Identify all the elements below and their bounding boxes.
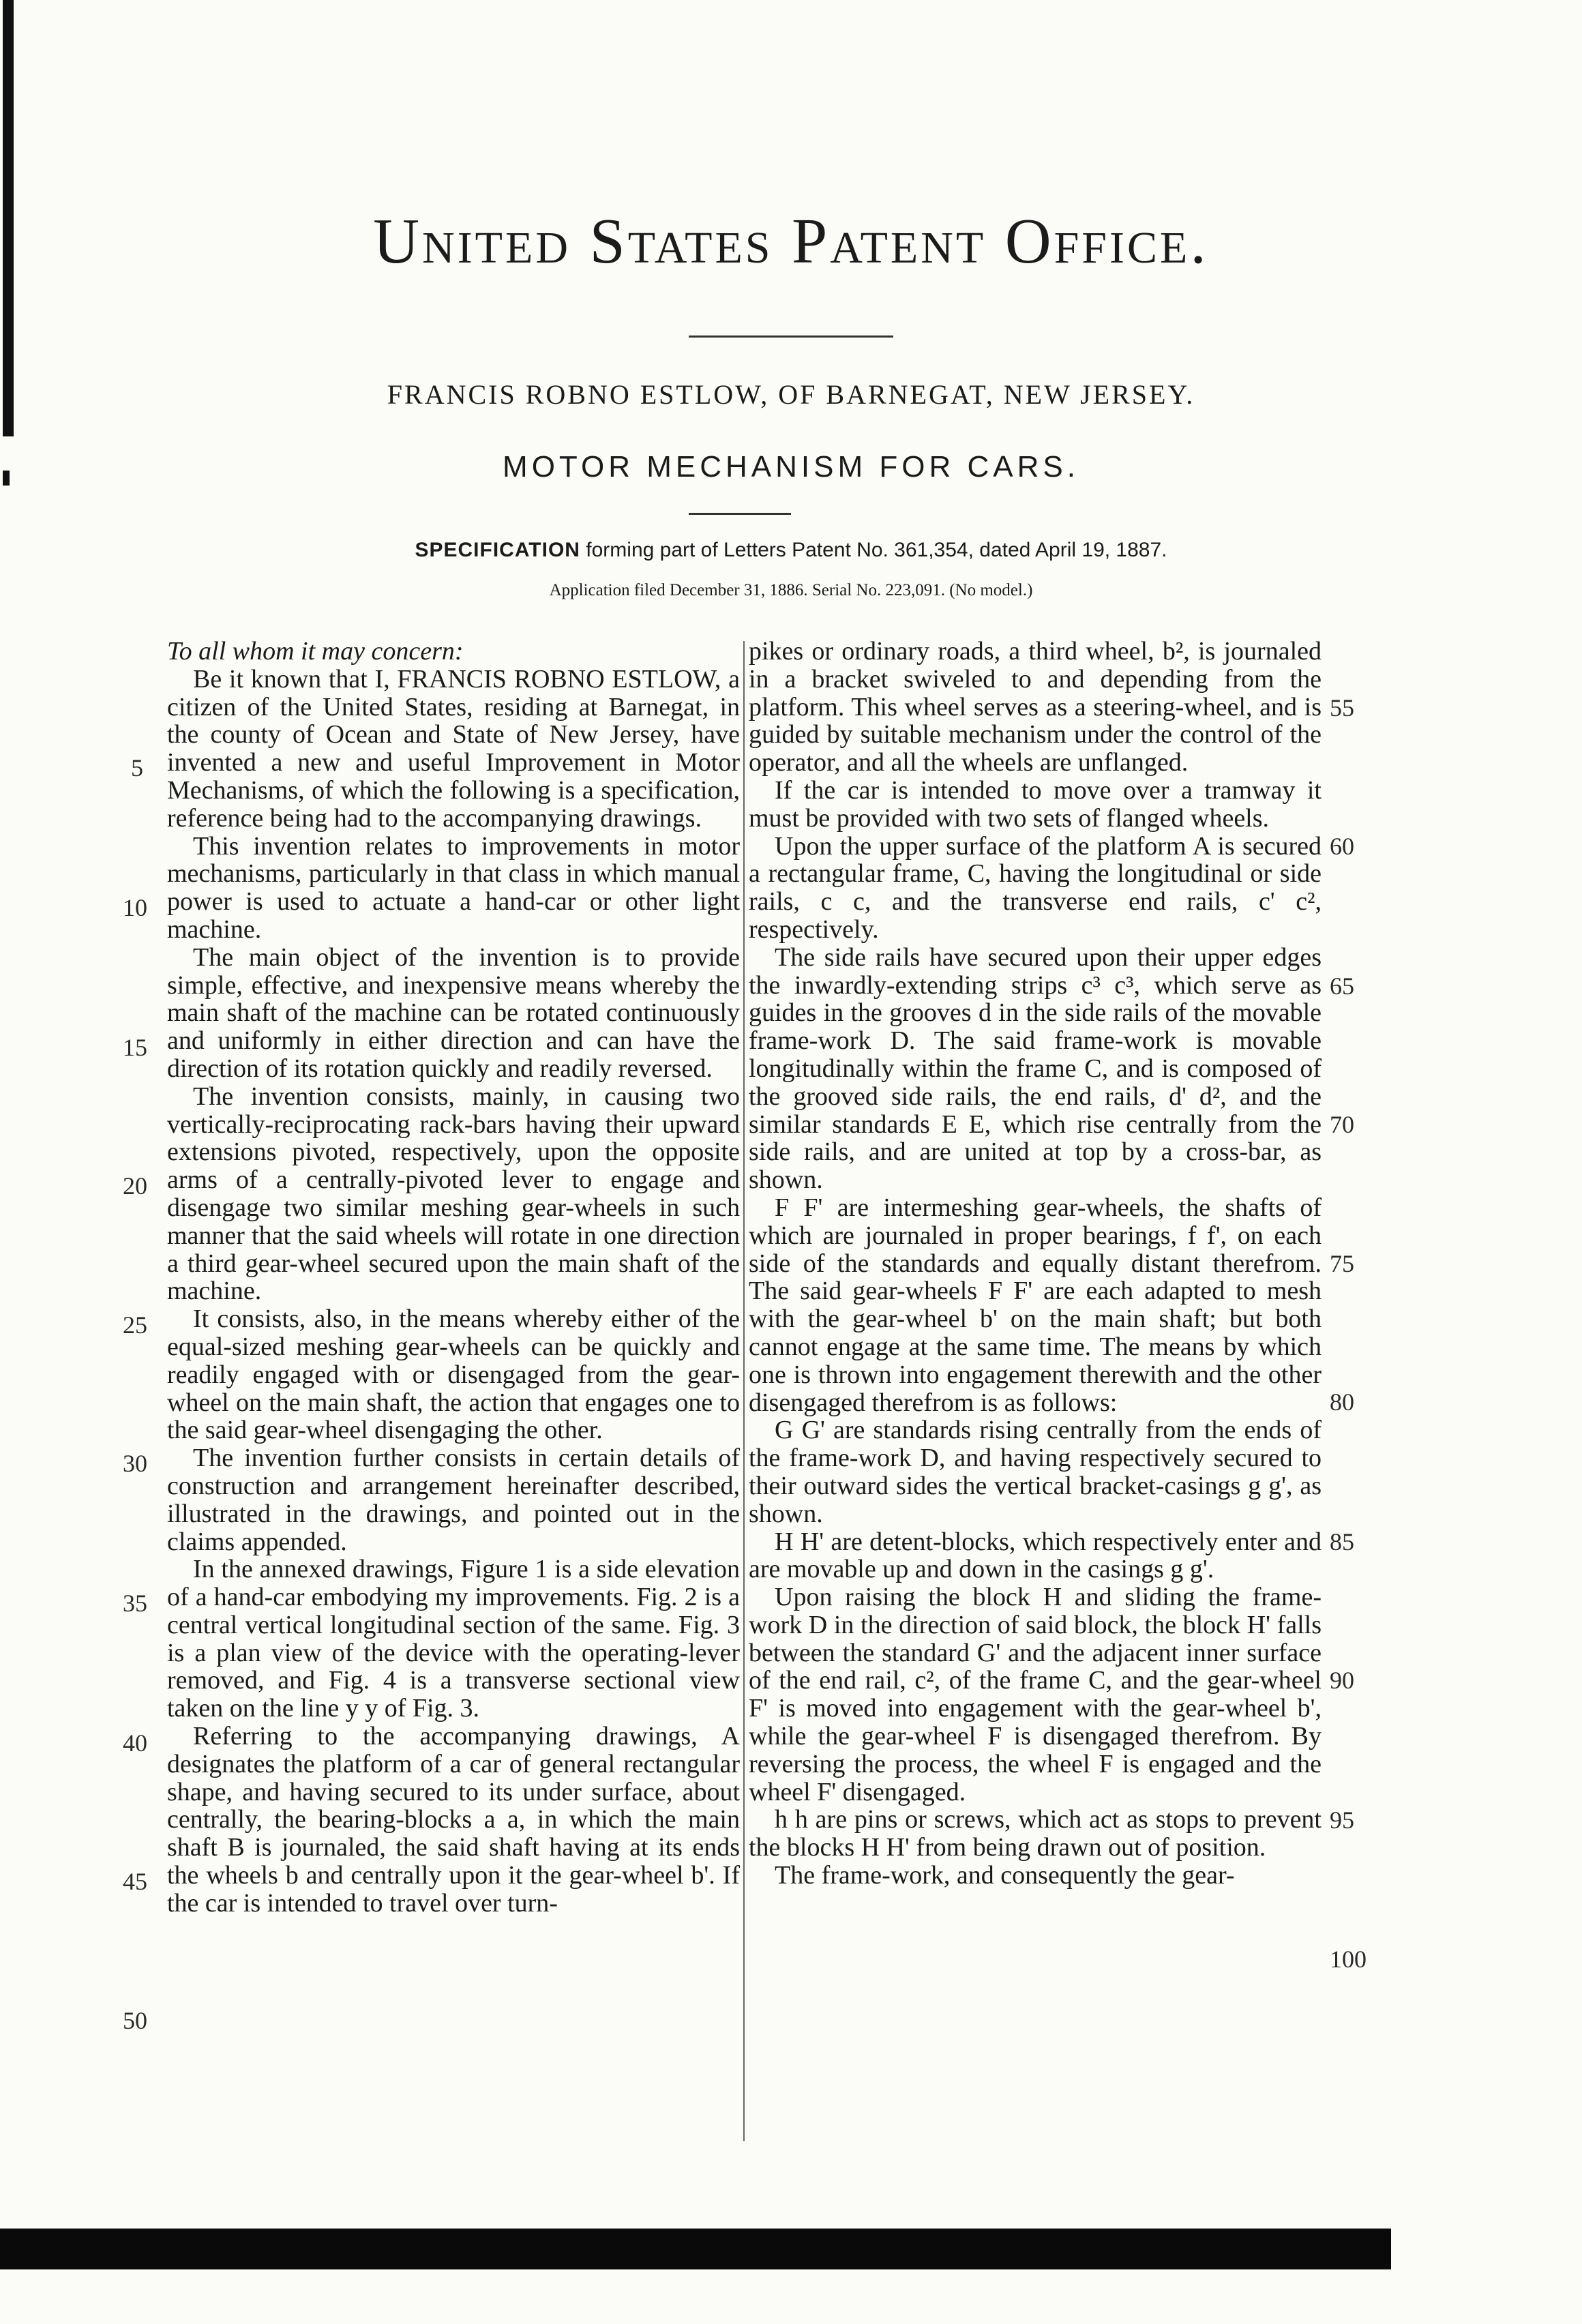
- line-number: 45: [123, 1868, 147, 1895]
- line-number: 5: [131, 754, 143, 781]
- paragraph: H H' are detent-blocks, which respectively enter and are movable up and down in the casings g g'.: [749, 1527, 1322, 1584]
- specification-line: [0, 539, 1582, 562]
- line-number: 35: [123, 1590, 147, 1617]
- paragraph: Upon raising the block H and sliding the frame-work D in the direction of said block, the block H' falls between the standard G' and the adjacent inner surface of the end rail, c², of the frame C, and the gear-wheel F' is moved into engagement with the gear-wheel b', while the gear-wheel F is disengaged therefrom. By reversing the process, the wheel F is engaged and the wheel F' disengaged.: [749, 1583, 1322, 1806]
- title-rule: [689, 336, 893, 338]
- paragraph: Upon the upper surface of the platform A is secured a rectangular frame, C, having the longitudinal or side rails, c c, and the transverse end rails, c' c², respectively.: [749, 831, 1322, 944]
- paragraph: This invention relates to improvements in motor mechanisms, particularly in that class in which manual power is used to actuate a hand-car or other light machine.: [167, 831, 740, 944]
- line-number: 95: [1330, 1806, 1354, 1834]
- paragraph: The frame-work, and consequently the gear-: [775, 1861, 1235, 1890]
- invention-rule: [689, 513, 791, 515]
- left-column: [167, 638, 740, 1918]
- paragraph: h h are pins or screws, which act as stops to prevent the blocks H H' from being drawn out of position.: [749, 1805, 1322, 1862]
- paragraph: The side rails have secured upon their upper edges the inwardly-extending strips c³ c³, which serve as guides in the grooves d in the side rails of the movable frame-work D. The said frame-work is movable longitudinally within the frame C, and is composed of the grooved side rails, the end rails, d' d², and the similar standards E E, which rise centrally from the side rails, and are united at top by a cross-bar, as shown.: [749, 942, 1322, 1195]
- paragraph: If the car is intended to move over a tramway it must be provided with two sets of flanged wheels.: [749, 775, 1322, 833]
- line-number: 15: [123, 1034, 147, 1061]
- paragraph: F F' are intermeshing gear-wheels, the shafts of which are journaled in proper bearings, f f', on each side of the standards and equally distant therefrom. The said gear-wheels F F' are each adapted to mesh with the gear-wheel b' on the main shaft; but both cannot engage at the same time. The means by which one is thrown into engagement therewith and the other disengaged therefrom is as follows:: [749, 1193, 1322, 1417]
- line-number: 30: [123, 1450, 147, 1477]
- line-number: 85: [1330, 1528, 1354, 1555]
- specification-rest: forming part of Letters Patent No. 361,354, dated April 19, 1887.: [586, 539, 1167, 561]
- paragraph: pikes or ordinary roads, a third wheel, b², is journaled in a bracket swiveled to and depending from the platform. This wheel serves as a steering-wheel, and is guided by suitable mechanism under the control of the operator, and all the wheels are unflanged.: [749, 637, 1322, 777]
- scan-bottom-band: [0, 2229, 1391, 2269]
- line-number: 65: [1330, 972, 1354, 1000]
- right-column: [749, 638, 1322, 1890]
- paragraph: G G' are standards rising centrally from the ends of the frame-work D, and having respectively secured to their outward sides the vertical bracket-casings g g', as shown.: [749, 1416, 1322, 1528]
- office-title: United States Patent Office.: [373, 206, 1209, 277]
- line-number: 100: [1330, 1946, 1367, 1973]
- line-number: 80: [1330, 1388, 1354, 1416]
- salutation: To all whom it may concern:: [167, 637, 464, 666]
- line-number: 40: [123, 1729, 147, 1757]
- paragraph: The invention consists, mainly, in causing two vertically-reciprocating rack-bars having their upward extensions pivoted, respectively, upon the opposite arms of a centrally-pivoted lever to engage and disengage two similar meshing gear-wheels in such manner that the said wheels will rotate in one direction a third gear-wheel secured upon the main shaft of the machine.: [167, 1082, 740, 1306]
- paragraph: Referring to the accompanying drawings, A designates the platform of a car of general rectangular shape, and having secured to its under surface, about centrally, the bearing-blocks a a, in which the main shaft B is journaled, the said shaft having at its ends the wheels b and centrally upon it the gear-wheel b'. If the car is intended to travel over turn-: [167, 1722, 740, 1918]
- line-number: 10: [123, 894, 147, 921]
- line-number: 25: [123, 1311, 147, 1339]
- invention-title: MOTOR MECHANISM FOR CARS.: [503, 450, 1079, 483]
- paragraph: The invention further consists in certain details of construction and arrangement hereinafter described, illustrated in the drawings, and pointed out in the claims appended.: [167, 1444, 740, 1556]
- paragraph: The main object of the invention is to provide simple, effective, and inexpensive means whereby the main shaft of the machine can be rotated continuously and uniformly in either direction and can have the direction of its rotation quickly and readily reversed.: [167, 942, 740, 1083]
- line-number: 55: [1330, 694, 1354, 721]
- paragraph: Be it known that I, FRANCIS ROBNO ESTLOW, a citizen of the United States, residing at Barnegat, in the county of Ocean and State of New Jersey, have invented a new and useful Improvement in Motor Mechanisms, of which the following is a specification, reference being had to the accompanying drawings.: [167, 664, 740, 833]
- line-number: 60: [1330, 833, 1354, 860]
- specification-lead: SPECIFICATION: [415, 539, 580, 561]
- inventor-line: FRANCIS ROBNO ESTLOW, OF BARNEGAT, NEW JERSEY.: [387, 379, 1195, 410]
- paragraph: In the annexed drawings, Figure 1 is a side elevation of a hand-car embodying my improvements. Fig. 2 is a central vertical longitudinal section of the same. Fig. 3 is a plan view of the device with the operating-lever removed, and Fig. 4 is a transverse sectional view taken on the line y y of Fig. 3.: [167, 1555, 740, 1723]
- line-number: 20: [123, 1172, 147, 1200]
- line-number: 75: [1330, 1250, 1354, 1277]
- paragraph: It consists, also, in the means whereby either of the equal-sized meshing gear-wheels can be quickly and readily engaged with or disengaged from the gear-wheel on the main shaft, the action that engages one to the said gear-wheel disengaging the other.: [167, 1305, 740, 1445]
- application-line: Application filed December 31, 1886. Serial No. 223,091. (No model.): [549, 581, 1033, 599]
- line-number: 90: [1330, 1667, 1354, 1694]
- line-number: 70: [1330, 1111, 1354, 1138]
- line-number: 50: [123, 2007, 147, 2034]
- column-divider: [743, 641, 745, 2141]
